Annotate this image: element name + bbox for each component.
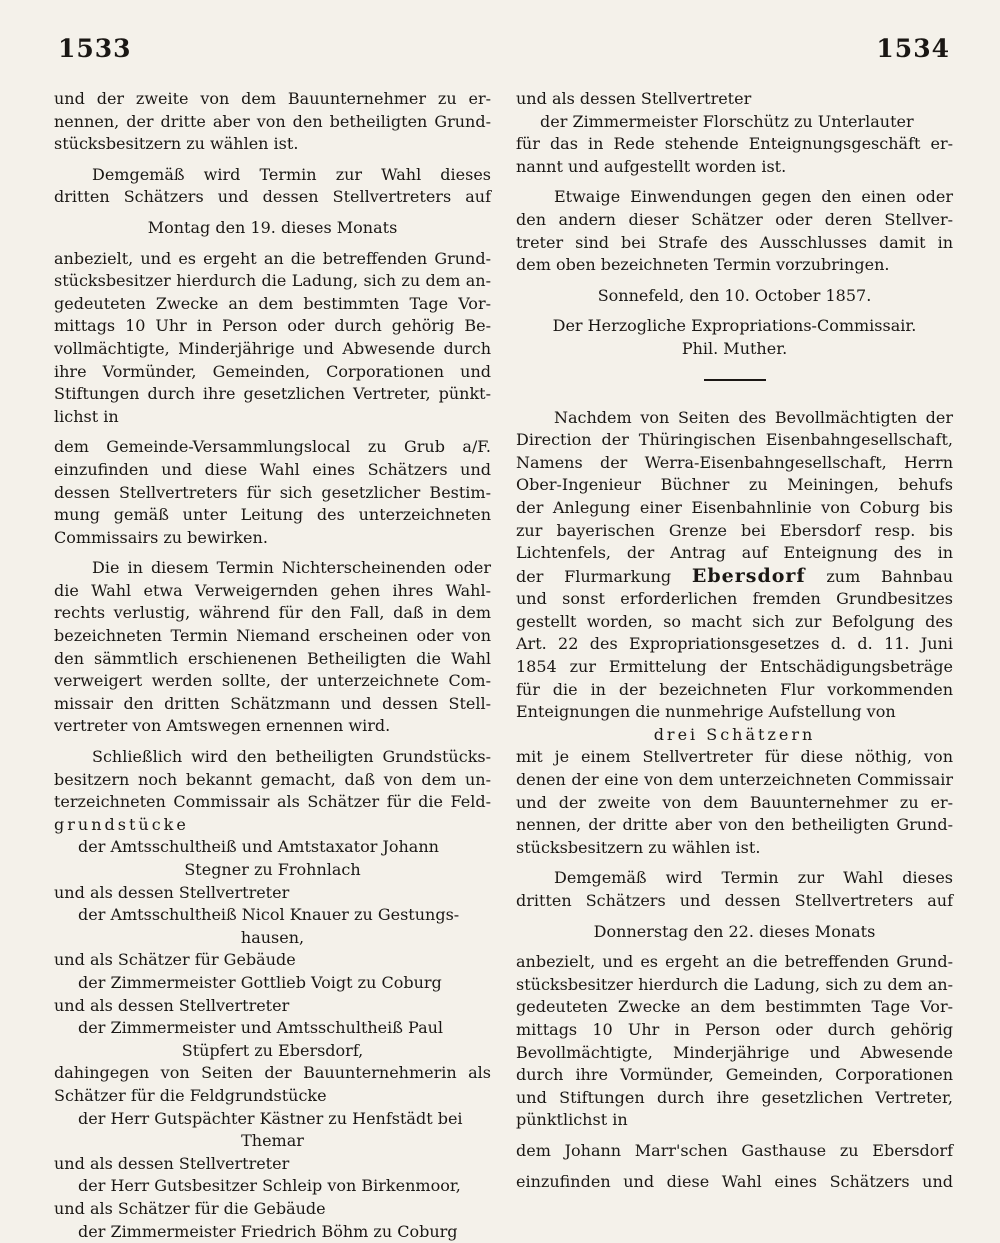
text-line: und als Schätzer für die Gebäude	[54, 1198, 491, 1221]
text-line: Art. 22 des Expropriationsgesetzes d. d. 11. Juni	[516, 633, 953, 656]
text-line: vertreter von Amtswegen ernennen wird.	[54, 715, 491, 738]
text-line: besitzern noch bekannt gemacht, daß von dem un-	[54, 769, 491, 792]
text-line: bezeichneten Termin Niemand erscheinen oder von	[54, 625, 491, 648]
text-line: Namens der Werra-Eisenbahngesellschaft, Herrn	[516, 452, 953, 475]
text-line: der Flurmarkung Ebersdorf zum Bahnbau	[516, 565, 953, 589]
text-line: gestellt worden, so macht sich zur Befolgung des	[516, 611, 953, 634]
text-line: anbezielt, und es ergeht an die betreffenden Grund-	[516, 951, 953, 974]
text-line: und als dessen Stellvertreter	[54, 995, 491, 1018]
text-line: mit je einem Stellvertreter für diese nöthig, von	[516, 746, 953, 769]
text-line: den sämmtlich erschienenen Betheiligten die Wahl	[54, 648, 491, 671]
text-line: dahingegen von Seiten der Bauunternehmerin als	[54, 1062, 491, 1085]
text-line: lichst in	[54, 406, 491, 429]
text-line: gedeuteten Zwecke an dem bestimmten Tage Vor-	[54, 293, 491, 316]
text-line: der Anlegung einer Eisenbahnlinie von Coburg bis	[516, 497, 953, 520]
text-line: verweigert werden sollte, der unterzeichnete Com-	[54, 670, 491, 693]
text-line: dritten Schätzers und dessen Stellvertreters auf	[516, 890, 953, 913]
text-line: zur bayerischen Grenze bei Ebersdorf resp. bis	[516, 520, 953, 543]
text-line: der Amtsschultheiß Nicol Knauer zu Gestungs-	[54, 904, 491, 927]
text-line: Demgemäß wird Termin zur Wahl dieses	[54, 164, 491, 187]
text-line: nannt und aufgestellt worden ist.	[516, 156, 953, 179]
text-line: Phil. Muther.	[516, 338, 953, 361]
text-line: missair den dritten Schätzmann und dessen Stell-	[54, 693, 491, 716]
text-line: Etwaige Einwendungen gegen den einen oder	[516, 186, 953, 209]
text-line: und Stiftungen durch ihre gesetzlichen Vertreter,	[516, 1087, 953, 1110]
text-line: einzufinden und diese Wahl eines Schätzers und	[516, 1171, 953, 1194]
text-line: 1854 zur Ermittelung der Entschädigungsbeträge	[516, 656, 953, 679]
text-line: rechts verlustig, während für den Fall, daß in dem	[54, 602, 491, 625]
text-line: und der zweite von dem Bauunternehmer zu er-	[54, 88, 491, 111]
text-line: Enteignungen die nunmehrige Aufstellung von	[516, 701, 953, 724]
text-line: Themar	[54, 1130, 491, 1153]
text-line: Der Herzogliche Expropriations-Commissair.	[516, 315, 953, 338]
text-line: nennen, der dritte aber von den betheiligten Grund-	[516, 814, 953, 837]
text-line: dritten Schätzers und dessen Stellvertreters auf	[54, 186, 491, 209]
text-line: nennen, der dritte aber von den betheiligten Grund-	[54, 111, 491, 134]
text-line: Schließlich wird den betheiligten Grundstücks-	[54, 746, 491, 769]
text-line: vollmächtigte, Minderjährige und Abwesende durch	[54, 338, 491, 361]
text-line: Nachdem von Seiten des Bevollmächtigten der	[516, 407, 953, 430]
text-line: Bevollmächtigte, Minderjährige und Abwesende	[516, 1042, 953, 1065]
text-line: treter sind bei Strafe des Ausschlusses damit in	[516, 232, 953, 255]
text-line: Sonnefeld, den 10. October 1857.	[516, 285, 953, 308]
text-line: drei Schätzern	[516, 724, 953, 747]
text-line: die Wahl etwa Verweigernden gehen ihres Wahl-	[54, 580, 491, 603]
right-column	[516, 88, 953, 1193]
text-line: ihre Vormünder, Gemeinden, Corporationen und	[54, 361, 491, 384]
text-line: durch ihre Vormünder, Gemeinden, Corporationen	[516, 1064, 953, 1087]
text-line: Lichtenfels, der Antrag auf Enteignung des in	[516, 542, 953, 565]
text-line: und der zweite von dem Bauunternehmer zu er-	[516, 792, 953, 815]
text-line: stücksbesitzern zu wählen ist.	[516, 837, 953, 860]
text-line: der Zimmermeister und Amtsschultheiß Paul	[54, 1017, 491, 1040]
text-line: für das in Rede stehende Enteignungsgeschäft er-	[516, 133, 953, 156]
text-line: anbezielt, und es ergeht an die betreffenden Grund-	[54, 248, 491, 271]
text-line: mung gemäß unter Leitung des unterzeichneten	[54, 504, 491, 527]
text-line: mittags 10 Uhr in Person oder durch gehörig Be-	[54, 315, 491, 338]
text-line: und sonst erforderlichen fremden Grundbesitzes	[516, 588, 953, 611]
left-column	[54, 88, 491, 1243]
emphasized-place-name: Ebersdorf	[692, 565, 806, 587]
page-number-right: 1534	[876, 34, 950, 63]
text-line: und als dessen Stellvertreter	[54, 882, 491, 905]
text-line: stücksbesitzern zu wählen ist.	[54, 133, 491, 156]
text-line: der Amtsschultheiß und Amtstaxator Johann	[54, 836, 491, 859]
text-line: der Zimmermeister Friedrich Böhm zu Coburg	[54, 1221, 491, 1243]
text-line: stücksbesitzer hierdurch die Ladung, sich zu dem an-	[54, 270, 491, 293]
text-line: Direction der Thüringischen Eisenbahngesellschaft,	[516, 429, 953, 452]
text-line: gedeuteten Zwecke an dem bestimmten Tage Vor-	[516, 996, 953, 1019]
text-line: und als Schätzer für Gebäude	[54, 949, 491, 972]
text-line: dem Gemeinde-Versammlungslocal zu Grub a/F.	[54, 436, 491, 459]
text-line: der Herr Gutsbesitzer Schleip von Birkenmoor,	[54, 1175, 491, 1198]
text-line: Stüpfert zu Ebersdorf,	[54, 1040, 491, 1063]
text-line: stücksbesitzer hierdurch die Ladung, sich zu dem an-	[516, 974, 953, 997]
text-line: mittags 10 Uhr in Person oder durch gehörig	[516, 1019, 953, 1042]
text-line: grundstücke	[54, 814, 491, 837]
section-divider	[704, 379, 766, 381]
text-line: pünktlichst in	[516, 1109, 953, 1132]
text-line: und als dessen Stellvertreter	[516, 88, 953, 111]
text-line: der Zimmermeister Gottlieb Voigt zu Coburg	[54, 972, 491, 995]
text-line: Die in diesem Termin Nichterscheinenden oder	[54, 557, 491, 580]
text-line: der Zimmermeister Florschütz zu Unterlauter	[516, 111, 953, 134]
text-line: und als dessen Stellvertreter	[54, 1153, 491, 1176]
text-line: dem oben bezeichneten Termin vorzubringen.	[516, 254, 953, 277]
text-line: hausen,	[54, 927, 491, 950]
text-line: den andern dieser Schätzer oder deren Stellver-	[516, 209, 953, 232]
text-line: Commissairs zu bewirken.	[54, 527, 491, 550]
text-line: Montag den 19. dieses Monats	[54, 217, 491, 240]
text-line: für die in der bezeichneten Flur vorkommenden	[516, 679, 953, 702]
text-line: Ober-Ingenieur Büchner zu Meiningen, behufs	[516, 474, 953, 497]
text-line: dem Johann Marr'schen Gasthause zu Ebersdorf	[516, 1140, 953, 1163]
text-line: denen der eine von dem unterzeichneten Commissair	[516, 769, 953, 792]
page-number-left: 1533	[58, 34, 132, 63]
text-line: dessen Stellvertreters für sich gesetzlicher Bestim-	[54, 482, 491, 505]
text-line: terzeichneten Commissair als Schätzer für die Feld-	[54, 791, 491, 814]
text-line: einzufinden und diese Wahl eines Schätzers und	[54, 459, 491, 482]
text-line: Demgemäß wird Termin zur Wahl dieses	[516, 867, 953, 890]
text-line: Stiftungen durch ihre gesetzlichen Vertreter, pünkt-	[54, 383, 491, 406]
text-line: der Herr Gutspächter Kästner zu Henfstädt bei	[54, 1108, 491, 1131]
text-line: Schätzer für die Feldgrundstücke	[54, 1085, 491, 1108]
text-line: Stegner zu Frohnlach	[54, 859, 491, 882]
text-line: Donnerstag den 22. dieses Monats	[516, 921, 953, 944]
